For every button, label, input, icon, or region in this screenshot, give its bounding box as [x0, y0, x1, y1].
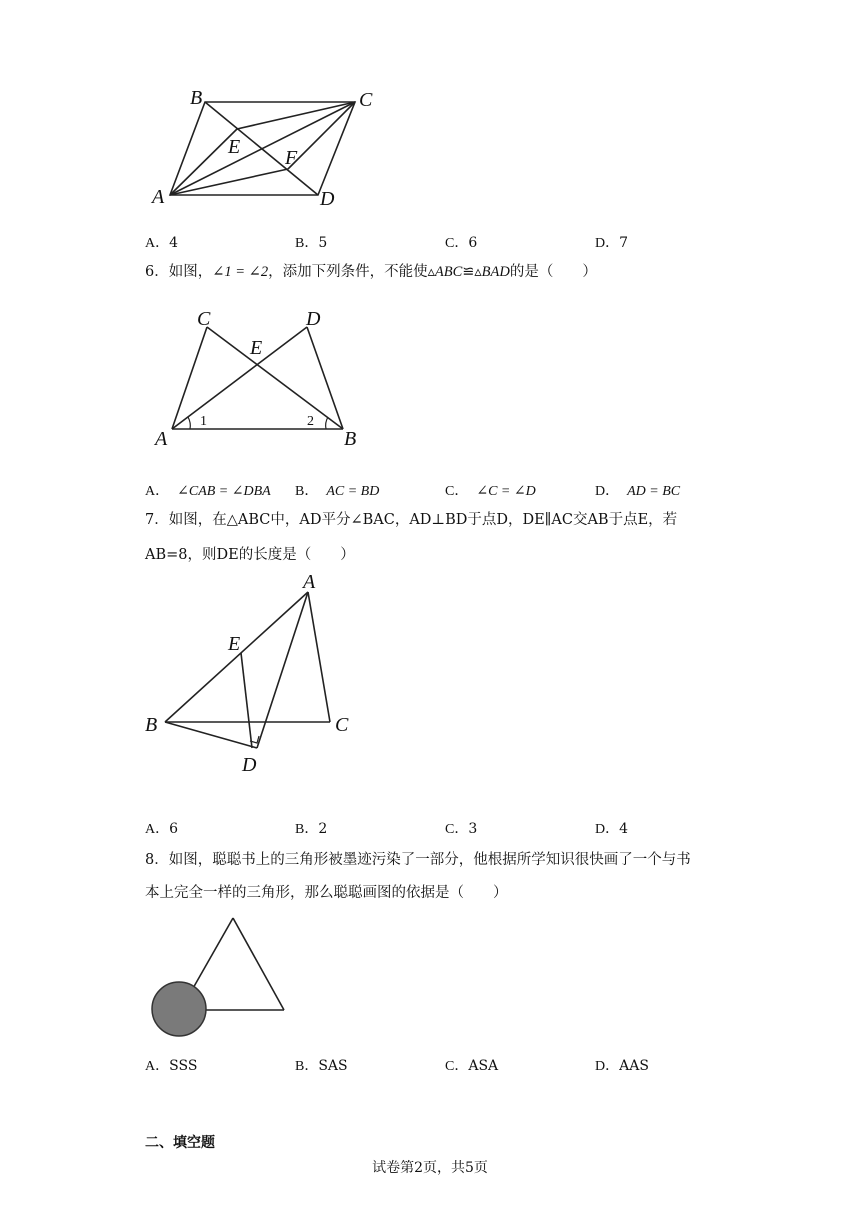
segment-ac — [308, 592, 330, 722]
q8-option-a: A．SSS — [145, 1058, 198, 1074]
label-e: E — [228, 633, 241, 655]
q8-stained-triangle-figure — [145, 910, 295, 1045]
q5-option-d: D．7 — [595, 235, 629, 251]
q6-option-d: D． AD = BC — [595, 484, 681, 499]
label-angle-1: 1 — [200, 414, 207, 429]
label-c: C — [197, 308, 211, 330]
q8-option-b: B．SAS — [295, 1058, 348, 1074]
label-e: E — [250, 337, 263, 359]
q7-stem-line1: 7．如图，在△ABC中，AD平分∠BAC，AD⊥BD于点D，DE∥AC交AB于点E，若 — [145, 512, 678, 528]
q8-option-c: C．ASA — [445, 1058, 499, 1074]
q7-option-c: C．3 — [445, 821, 478, 837]
q6-option-c: C． ∠C = ∠D — [445, 484, 536, 499]
label-f: F — [285, 147, 298, 169]
segment-fc — [288, 102, 355, 169]
angle-2-arc — [326, 417, 328, 429]
q6-crossed-triangles-figure — [150, 305, 370, 455]
label-c: C — [335, 714, 349, 736]
segment-ad — [172, 327, 307, 429]
q8-stem-line1: 8．如图，聪聪书上的三角形被墨迹污染了一部分，他根据所学知识很快画了一个与书 — [145, 852, 691, 868]
segment-ed — [241, 653, 252, 748]
q6-option-b: B． AC = BD — [295, 484, 380, 499]
triangle-left-side — [192, 918, 233, 990]
label-a: A — [155, 428, 168, 450]
label-e: E — [228, 136, 241, 158]
label-d: D — [320, 188, 335, 210]
segment-ae — [170, 129, 237, 195]
segment-bd — [205, 102, 318, 195]
q8-stem-line2: 本上完全一样的三角形，那么聪聪画图的依据是（ ） — [145, 885, 508, 901]
q5-option-b: B．5 — [295, 235, 328, 251]
label-a: A — [152, 186, 165, 208]
q7-option-d: D．4 — [595, 821, 629, 837]
ink-blot — [152, 982, 206, 1036]
label-angle-2: 2 — [307, 414, 314, 429]
q8-option-d: D．AAS — [595, 1058, 649, 1074]
label-c: C — [359, 89, 373, 111]
triangle-right-side — [233, 918, 284, 1010]
q7-triangle-figure — [140, 570, 380, 780]
section-title-fill-in-blank: 二、填空题 — [145, 1135, 215, 1151]
q7-stem-line2: AB=8，则DE的长度是（ ） — [145, 547, 355, 563]
page-footer: 试卷第2页，共5页 — [372, 1160, 488, 1176]
label-b: B — [190, 87, 203, 109]
segment-bd — [165, 722, 257, 748]
segment-cb — [207, 327, 343, 429]
label-d: D — [242, 754, 257, 776]
label-a: A — [303, 571, 316, 593]
label-b: B — [145, 714, 158, 736]
q7-option-a: A．6 — [145, 821, 179, 837]
label-d: D — [306, 308, 321, 330]
q5-option-a: A．4 — [145, 235, 179, 251]
q6-option-a: A． ∠CAB = ∠DBA — [145, 484, 271, 499]
segment-ec — [237, 102, 355, 129]
segment-af — [170, 169, 288, 195]
label-b: B — [344, 428, 357, 450]
q5-option-c: C．6 — [445, 235, 478, 251]
angle-1-arc — [188, 417, 190, 429]
q5-parallelogram-figure — [140, 80, 400, 215]
q7-option-b: B．2 — [295, 821, 328, 837]
q6-stem: 6．如图，∠1 = ∠2，添加下列条件，不能使▵ABC≌▵BAD的是（ ） — [145, 264, 597, 280]
